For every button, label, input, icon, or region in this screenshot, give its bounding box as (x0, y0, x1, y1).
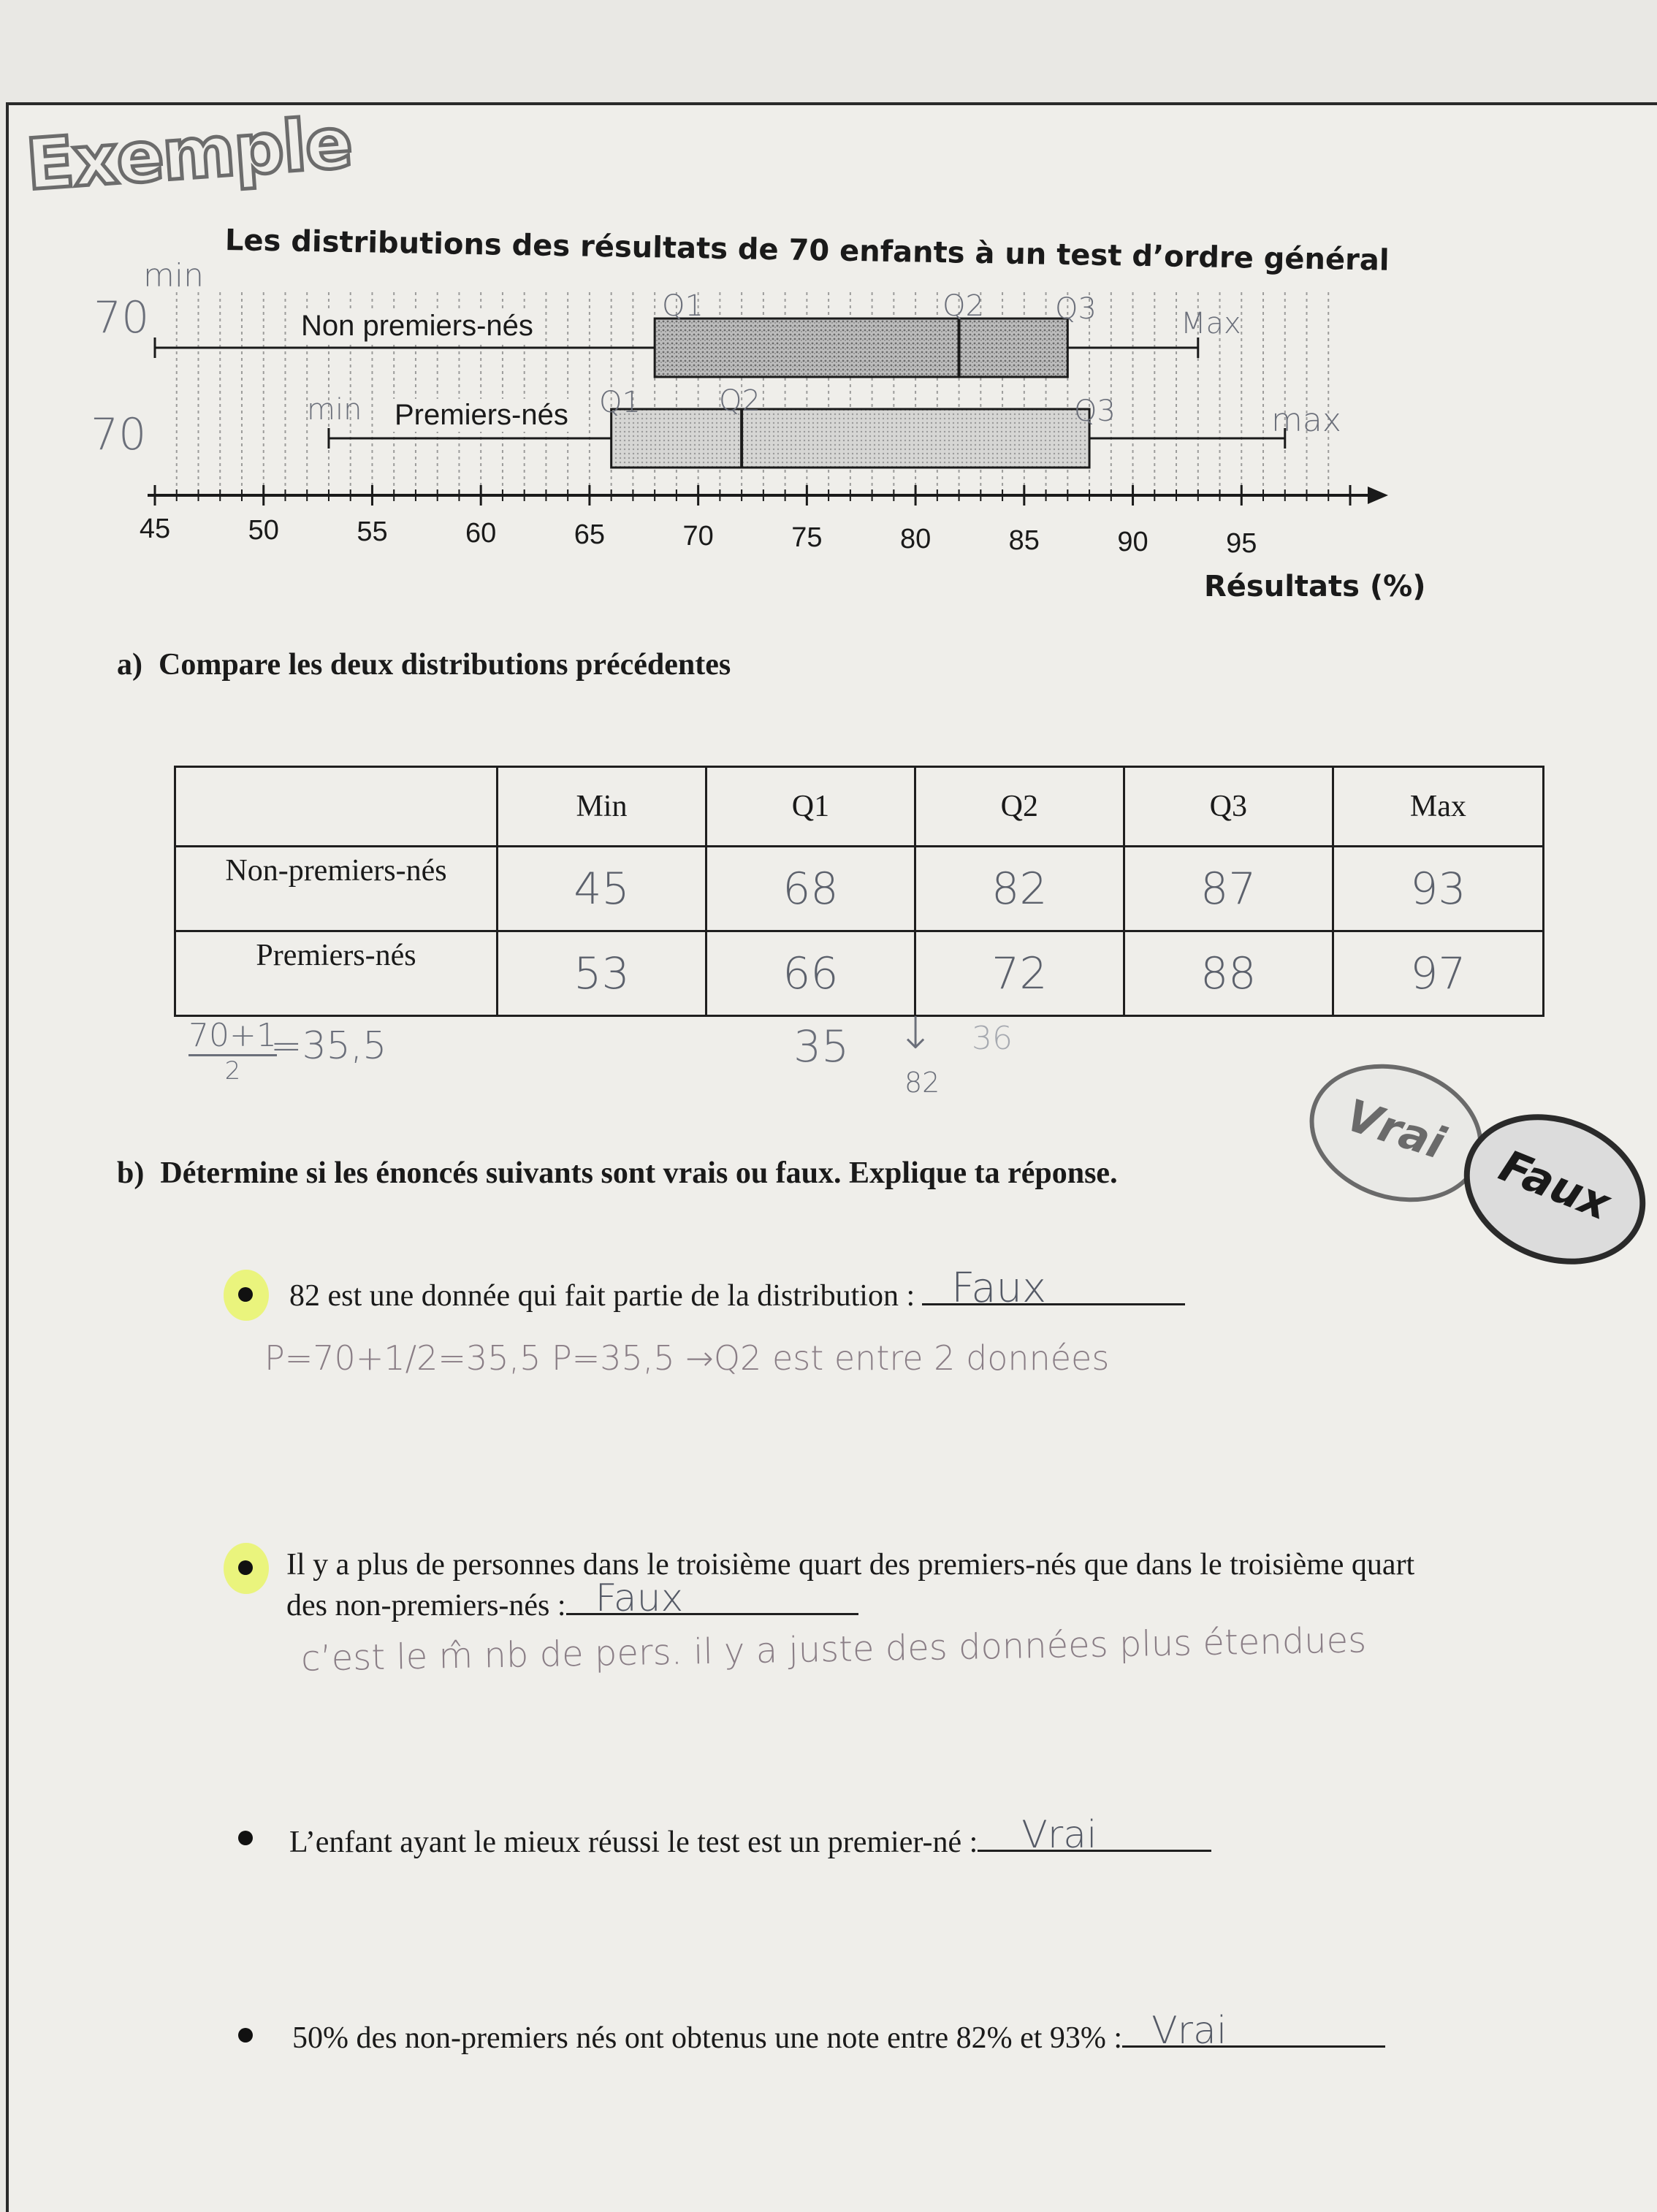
x-tick-label: 75 (791, 522, 823, 553)
statement-4-text: 50% des non-premiers nés ont obtenus une note entre 82% et 93% : (292, 2021, 1123, 2055)
table-header-min: Min (498, 767, 706, 847)
calc-note-denominator: 2 (224, 1056, 241, 1086)
statement-2 (286, 1546, 1414, 1625)
part-b-letter: b) (117, 1156, 145, 1190)
part-a-prompt: Compare les deux distributions précédentes (159, 648, 731, 682)
cell-input[interactable]: 72 (915, 931, 1124, 1016)
note-max-bottom: max (1271, 402, 1341, 439)
cell-input[interactable]: 66 (706, 931, 915, 1016)
series-label-premiers: Premiers-nés (390, 399, 573, 432)
calc-note-36: 36 (972, 1020, 1013, 1057)
note-q2-top: Q2 (942, 289, 984, 323)
note-q1-top: Q1 (662, 289, 704, 323)
cell-input[interactable]: 68 (706, 847, 915, 931)
x-tick-label: 50 (248, 515, 279, 546)
x-tick-label: 70 (682, 521, 714, 552)
box-iqr (612, 409, 1089, 468)
note-q1-bottom: Q1 (599, 386, 641, 419)
statement-1-work: P=70+1/2=35,5 P=35,5 →Q2 est entre 2 données (264, 1338, 1110, 1378)
answer-blank-1[interactable]: Faux (922, 1274, 1185, 1305)
bullet-icon (238, 1287, 253, 1302)
x-axis-title: Résultats (%) (1204, 570, 1426, 603)
calc-note-numerator: 70+1 (188, 1017, 277, 1056)
faux-tag-icon: Faux (1441, 1088, 1657, 1291)
cell-input[interactable]: 45 (498, 847, 706, 931)
statement-2-work: c’est le m̂ nb de pers. il y a juste des données plus étendues (300, 1620, 1367, 1679)
row-label-premiers: Premiers-nés (175, 931, 498, 1016)
statement-3 (289, 1813, 1211, 1861)
x-tick-label: 95 (1226, 528, 1257, 559)
table-row (175, 847, 1544, 931)
table-header-q2: Q2 (915, 767, 1124, 847)
x-tick-label: 55 (357, 516, 388, 547)
x-tick-label: 90 (1117, 527, 1149, 557)
x-tick-label: 85 (1008, 525, 1040, 556)
statement-2-text-line2: des non-premiers-nés : (286, 1589, 566, 1622)
bullet-icon (238, 1831, 253, 1845)
note-min-bottom: min (307, 393, 362, 427)
cell-input[interactable]: 88 (1124, 931, 1333, 1016)
table-header-max: Max (1333, 767, 1543, 847)
cell-input[interactable]: 82 (915, 847, 1124, 931)
statement-2-text-line1: Il y a plus de personnes dans le troisième quart des premiers-nés que dans le troisième quart (286, 1548, 1415, 1582)
x-tick-label: 65 (574, 519, 606, 550)
part-a-heading (117, 647, 731, 682)
row-label-non-premiers: Non-premiers-nés (175, 847, 498, 931)
note-n-bottom: 70 (91, 409, 147, 460)
x-axis-arrow (1368, 487, 1388, 504)
table-header-row (175, 767, 1544, 847)
calc-note-arrow-down: ↓ (897, 1008, 934, 1059)
cell-input[interactable]: 97 (1333, 931, 1543, 1016)
x-tick-label: 60 (465, 518, 497, 549)
calc-note-fraction (188, 1017, 277, 1086)
table-header-q1: Q1 (706, 767, 915, 847)
x-tick-label: 80 (899, 524, 932, 554)
note-min-top: min (143, 257, 204, 294)
box-iqr (655, 319, 1067, 377)
note-q3-bottom: Q3 (1074, 394, 1116, 428)
cell-input[interactable]: 93 (1333, 847, 1543, 931)
section-label: Exemple (23, 102, 354, 206)
note-q2-bottom: Q2 (719, 384, 761, 418)
quartile-table (174, 766, 1544, 1017)
bullet-icon (238, 2028, 253, 2043)
table-corner-cell (175, 767, 498, 847)
vrai-tag-icon: Vrai (1292, 1042, 1501, 1224)
answer-blank-2[interactable]: Faux (566, 1584, 858, 1615)
statement-1-text: 82 est une donnée qui fait partie de la distribution : (289, 1279, 915, 1313)
bullet-icon (238, 1560, 253, 1575)
cell-input[interactable]: 53 (498, 931, 706, 1016)
calc-note-35: 35 (793, 1021, 850, 1072)
calc-note-82: 82 (904, 1067, 940, 1099)
note-q3-top: Q3 (1055, 292, 1097, 326)
table-header-q3: Q3 (1124, 767, 1333, 847)
note-max-top: Max (1181, 307, 1241, 340)
answer-blank-3[interactable]: Vrai (978, 1820, 1211, 1852)
series-label-non-premiers: Non premiers-nés (297, 310, 538, 343)
table-row (175, 931, 1544, 1016)
calc-note-result: =35,5 (270, 1024, 387, 1068)
box-plot-chart (0, 248, 1461, 614)
x-tick-label: 45 (139, 514, 171, 544)
statement-1 (289, 1265, 1185, 1315)
answer-blank-4[interactable]: Vrai (1122, 2016, 1385, 2048)
part-a-letter: a) (117, 648, 142, 682)
note-n-top: 70 (94, 292, 150, 343)
x-axis-tick-labels (140, 514, 1257, 559)
cell-input[interactable]: 87 (1124, 847, 1333, 931)
part-b-heading (117, 1156, 1118, 1191)
chart-title: Les distributions des résultats de 70 enfants à un test d’ordre général (224, 224, 1390, 278)
part-b-prompt: Détermine si les énoncés suivants sont vrais ou faux. Explique ta réponse. (160, 1156, 1118, 1190)
statement-3-text: L’enfant ayant le mieux réussi le test est un premier-né : (289, 1826, 978, 1859)
statement-4 (292, 2009, 1385, 2057)
